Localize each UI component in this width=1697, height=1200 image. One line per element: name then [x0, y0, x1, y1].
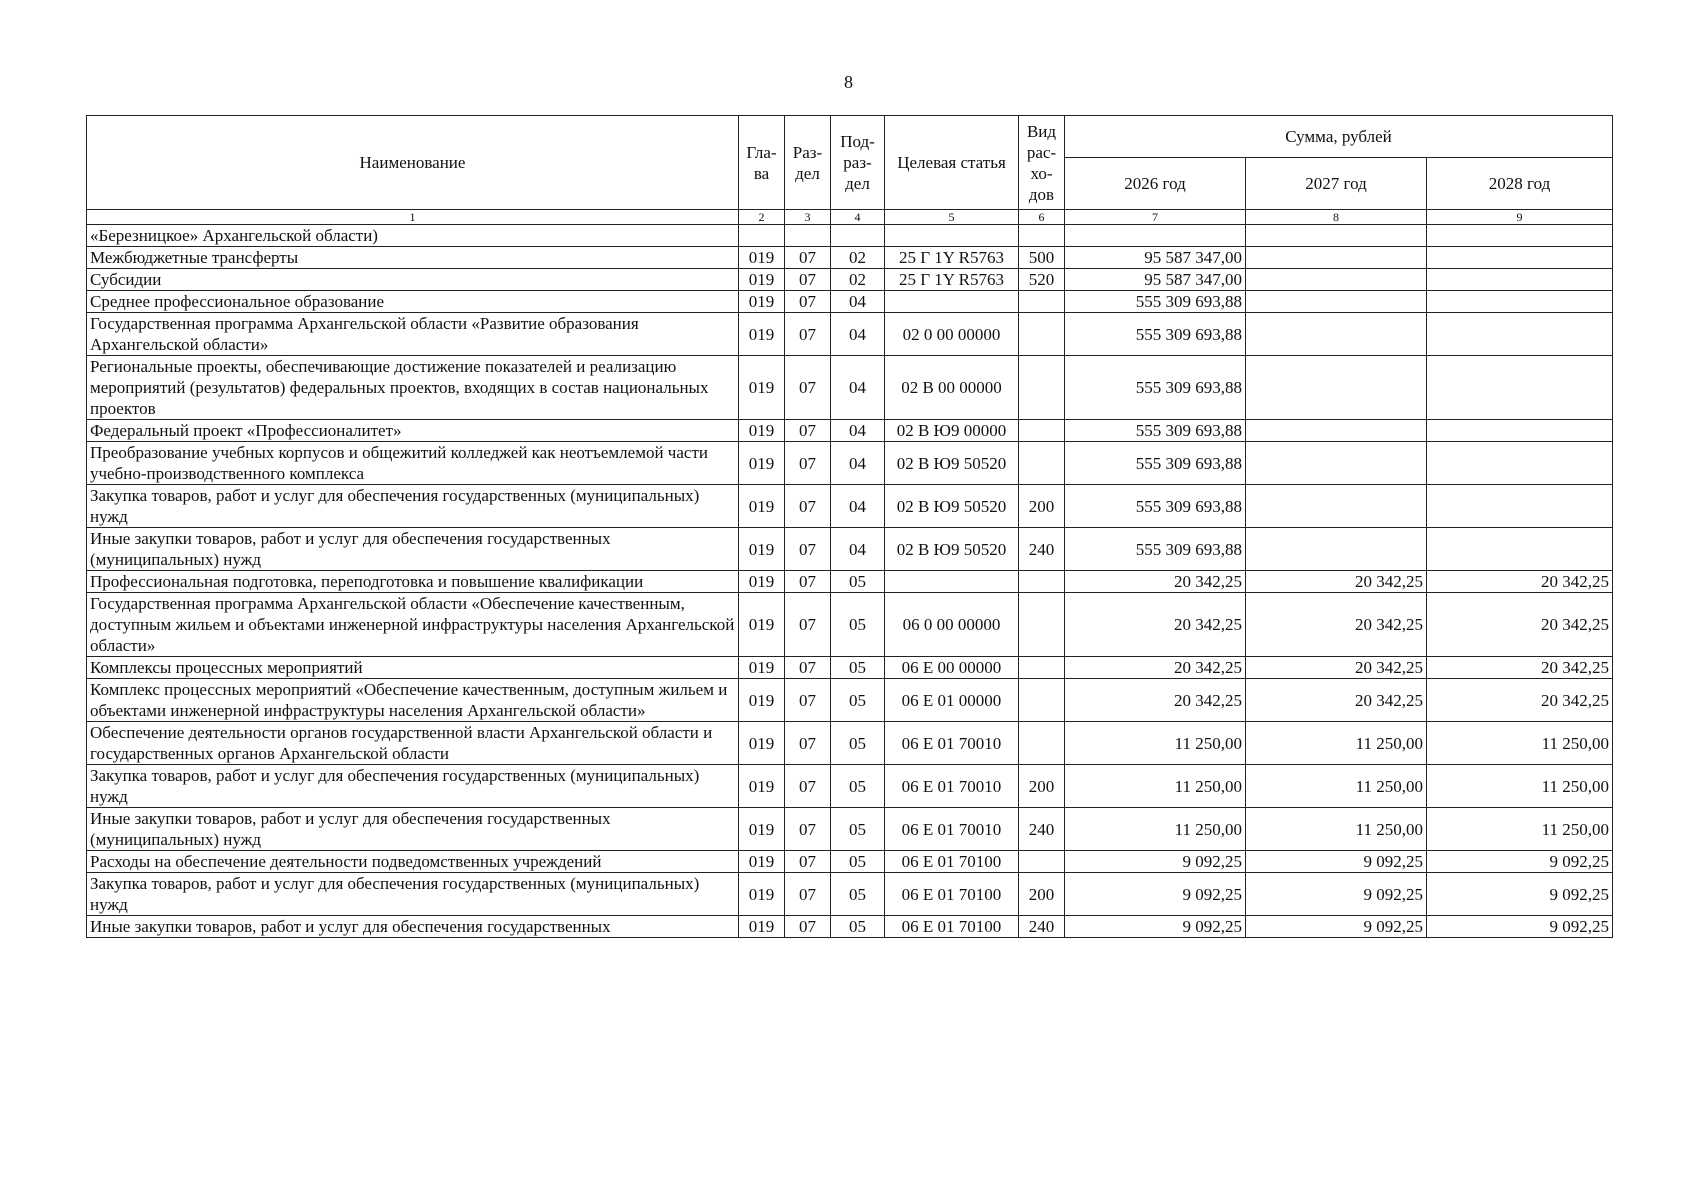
cell-tselevaya-statya: 06 Е 01 70010	[885, 765, 1019, 808]
cell-tselevaya-statya	[885, 571, 1019, 593]
table-row	[87, 485, 1613, 528]
cell-sum-2026: 555 309 693,88	[1065, 442, 1246, 485]
cell-sum-2026: 20 342,25	[1065, 593, 1246, 657]
cell-name: Федеральный проект «Профессионалитет»	[87, 420, 739, 442]
cell-razdel: 07	[785, 269, 831, 291]
cell-glava: 019	[739, 593, 785, 657]
cell-sum-2026: 9 092,25	[1065, 916, 1246, 938]
cell-tselevaya-statya: 06 Е 01 70100	[885, 873, 1019, 916]
cell-razdel: 07	[785, 873, 831, 916]
cell-vid-rashodov: 200	[1019, 873, 1065, 916]
cell-razdel: 07	[785, 593, 831, 657]
cell-razdel: 07	[785, 808, 831, 851]
cell-podrazdel: 04	[831, 442, 885, 485]
cell-sum-2028: 11 250,00	[1427, 765, 1613, 808]
col-number: 5	[885, 210, 1019, 225]
header-year-2027: 2027 год	[1246, 158, 1427, 210]
cell-name: Обеспечение деятельности органов государственной власти Архангельской области и государственных органов Архангельской области	[87, 722, 739, 765]
cell-razdel: 07	[785, 420, 831, 442]
cell-vid-rashodov: 520	[1019, 269, 1065, 291]
cell-razdel	[785, 225, 831, 247]
page-number: 8	[844, 72, 853, 92]
cell-name: Государственная программа Архангельской области «Обеспечение качественным, доступным жильем и объектами инженерной инфраструктуры населения Архангельской области»	[87, 593, 739, 657]
cell-vid-rashodov: 200	[1019, 485, 1065, 528]
cell-sum-2027	[1246, 420, 1427, 442]
col-number: 7	[1065, 210, 1246, 225]
cell-sum-2028: 20 342,25	[1427, 571, 1613, 593]
header-glava: Гла-ва	[739, 116, 785, 210]
header-summa: Сумма, рублей	[1065, 116, 1613, 158]
cell-sum-2026: 555 309 693,88	[1065, 420, 1246, 442]
table-row	[87, 593, 1613, 657]
cell-sum-2028	[1427, 528, 1613, 571]
cell-tselevaya-statya: 25 Г 1Y R5763	[885, 269, 1019, 291]
cell-tselevaya-statya: 06 Е 00 00000	[885, 657, 1019, 679]
cell-tselevaya-statya: 06 Е 01 70010	[885, 722, 1019, 765]
cell-sum-2028: 11 250,00	[1427, 722, 1613, 765]
cell-sum-2027: 9 092,25	[1246, 851, 1427, 873]
cell-sum-2027	[1246, 442, 1427, 485]
cell-name: Расходы на обеспечение деятельности подведомственных учреждений	[87, 851, 739, 873]
cell-sum-2026: 555 309 693,88	[1065, 291, 1246, 313]
table-row	[87, 808, 1613, 851]
cell-glava: 019	[739, 657, 785, 679]
table-row	[87, 269, 1613, 291]
table-row	[87, 442, 1613, 485]
cell-sum-2027	[1246, 247, 1427, 269]
cell-tselevaya-statya	[885, 291, 1019, 313]
cell-razdel: 07	[785, 356, 831, 420]
cell-tselevaya-statya: 06 Е 01 70100	[885, 851, 1019, 873]
cell-glava: 019	[739, 765, 785, 808]
cell-sum-2027: 9 092,25	[1246, 916, 1427, 938]
cell-sum-2027	[1246, 313, 1427, 356]
header-podrazdel: Под-раз-дел	[831, 116, 885, 210]
cell-name: Иные закупки товаров, работ и услуг для обеспечения государственных (муниципальных) нужд	[87, 528, 739, 571]
col-number: 8	[1246, 210, 1427, 225]
cell-podrazdel	[831, 225, 885, 247]
header-vid-rashodov: Вид рас-хо-дов	[1019, 116, 1065, 210]
table-row	[87, 679, 1613, 722]
cell-podrazdel: 02	[831, 269, 885, 291]
cell-tselevaya-statya: 02 В Ю9 00000	[885, 420, 1019, 442]
cell-glava: 019	[739, 442, 785, 485]
cell-razdel: 07	[785, 485, 831, 528]
cell-sum-2026: 20 342,25	[1065, 571, 1246, 593]
table-row	[87, 571, 1613, 593]
cell-tselevaya-statya: 02 В Ю9 50520	[885, 442, 1019, 485]
cell-sum-2027: 20 342,25	[1246, 593, 1427, 657]
cell-name: «Березницкое» Архангельской области)	[87, 225, 739, 247]
cell-podrazdel: 05	[831, 851, 885, 873]
cell-sum-2028	[1427, 313, 1613, 356]
cell-sum-2028: 9 092,25	[1427, 916, 1613, 938]
cell-sum-2026: 95 587 347,00	[1065, 269, 1246, 291]
table-row	[87, 225, 1613, 247]
cell-sum-2028	[1427, 485, 1613, 528]
header-year-2028: 2028 год	[1427, 158, 1613, 210]
cell-name: Комплекс процессных мероприятий «Обеспечение качественным, доступным жильем и объектами инженерной инфраструктуры населения Архангельской области»	[87, 679, 739, 722]
cell-vid-rashodov	[1019, 679, 1065, 722]
cell-razdel: 07	[785, 765, 831, 808]
cell-podrazdel: 04	[831, 291, 885, 313]
col-number: 1	[87, 210, 739, 225]
header-year-2026: 2026 год	[1065, 158, 1246, 210]
cell-podrazdel: 05	[831, 571, 885, 593]
table-row	[87, 247, 1613, 269]
col-number: 9	[1427, 210, 1613, 225]
cell-glava: 019	[739, 916, 785, 938]
cell-sum-2026: 95 587 347,00	[1065, 247, 1246, 269]
cell-name: Закупка товаров, работ и услуг для обеспечения государственных (муниципальных) нужд	[87, 765, 739, 808]
cell-glava: 019	[739, 356, 785, 420]
header-tselevaya-statya: Целевая статья	[885, 116, 1019, 210]
cell-sum-2027: 9 092,25	[1246, 873, 1427, 916]
table-row	[87, 873, 1613, 916]
cell-vid-rashodov	[1019, 571, 1065, 593]
cell-sum-2028: 20 342,25	[1427, 679, 1613, 722]
cell-glava: 019	[739, 269, 785, 291]
cell-tselevaya-statya: 02 В Ю9 50520	[885, 485, 1019, 528]
cell-vid-rashodov: 200	[1019, 765, 1065, 808]
cell-razdel: 07	[785, 722, 831, 765]
cell-name: Преобразование учебных корпусов и общежитий колледжей как неотъемлемой части учебно-производственного комплекса	[87, 442, 739, 485]
cell-sum-2026: 9 092,25	[1065, 873, 1246, 916]
cell-razdel: 07	[785, 571, 831, 593]
cell-glava: 019	[739, 247, 785, 269]
cell-vid-rashodov	[1019, 593, 1065, 657]
cell-glava: 019	[739, 679, 785, 722]
cell-tselevaya-statya: 02 0 00 00000	[885, 313, 1019, 356]
cell-razdel: 07	[785, 679, 831, 722]
cell-podrazdel: 05	[831, 657, 885, 679]
cell-sum-2028	[1427, 356, 1613, 420]
cell-podrazdel: 05	[831, 808, 885, 851]
cell-tselevaya-statya	[885, 225, 1019, 247]
table-row	[87, 420, 1613, 442]
header-razdel: Раз-дел	[785, 116, 831, 210]
cell-podrazdel: 04	[831, 528, 885, 571]
cell-glava	[739, 225, 785, 247]
cell-vid-rashodov: 240	[1019, 916, 1065, 938]
cell-sum-2028	[1427, 442, 1613, 485]
cell-glava: 019	[739, 291, 785, 313]
table-row	[87, 313, 1613, 356]
col-number: 3	[785, 210, 831, 225]
cell-name: Государственная программа Архангельской области «Развитие образования Архангельской области»	[87, 313, 739, 356]
cell-sum-2027	[1246, 269, 1427, 291]
table-row	[87, 765, 1613, 808]
cell-sum-2027: 20 342,25	[1246, 571, 1427, 593]
cell-razdel: 07	[785, 916, 831, 938]
table-row	[87, 291, 1613, 313]
cell-sum-2026	[1065, 225, 1246, 247]
cell-vid-rashodov	[1019, 851, 1065, 873]
cell-sum-2026: 555 309 693,88	[1065, 485, 1246, 528]
cell-razdel: 07	[785, 291, 831, 313]
cell-tselevaya-statya: 02 В 00 00000	[885, 356, 1019, 420]
cell-podrazdel: 04	[831, 420, 885, 442]
cell-sum-2026: 20 342,25	[1065, 657, 1246, 679]
cell-podrazdel: 05	[831, 593, 885, 657]
cell-vid-rashodov	[1019, 356, 1065, 420]
cell-razdel: 07	[785, 851, 831, 873]
cell-sum-2027	[1246, 225, 1427, 247]
cell-podrazdel: 05	[831, 679, 885, 722]
cell-sum-2027: 11 250,00	[1246, 765, 1427, 808]
cell-podrazdel: 05	[831, 916, 885, 938]
cell-tselevaya-statya: 06 Е 01 00000	[885, 679, 1019, 722]
cell-sum-2026: 20 342,25	[1065, 679, 1246, 722]
cell-sum-2026: 9 092,25	[1065, 851, 1246, 873]
cell-sum-2028: 9 092,25	[1427, 851, 1613, 873]
cell-name: Иные закупки товаров, работ и услуг для обеспечения государственных	[87, 916, 739, 938]
cell-sum-2026: 11 250,00	[1065, 808, 1246, 851]
cell-podrazdel: 04	[831, 485, 885, 528]
cell-vid-rashodov: 500	[1019, 247, 1065, 269]
cell-podrazdel: 05	[831, 765, 885, 808]
cell-glava: 019	[739, 420, 785, 442]
cell-sum-2028: 20 342,25	[1427, 593, 1613, 657]
cell-sum-2026: 555 309 693,88	[1065, 356, 1246, 420]
cell-vid-rashodov	[1019, 442, 1065, 485]
cell-razdel: 07	[785, 528, 831, 571]
table-row	[87, 851, 1613, 873]
cell-glava: 019	[739, 722, 785, 765]
cell-glava: 019	[739, 873, 785, 916]
cell-sum-2028	[1427, 247, 1613, 269]
cell-glava: 019	[739, 571, 785, 593]
cell-sum-2028	[1427, 225, 1613, 247]
col-number: 4	[831, 210, 885, 225]
cell-name: Межбюджетные трансферты	[87, 247, 739, 269]
cell-glava: 019	[739, 808, 785, 851]
cell-vid-rashodov: 240	[1019, 808, 1065, 851]
cell-sum-2028: 11 250,00	[1427, 808, 1613, 851]
cell-sum-2027	[1246, 291, 1427, 313]
col-number: 2	[739, 210, 785, 225]
cell-sum-2028	[1427, 269, 1613, 291]
cell-glava: 019	[739, 528, 785, 571]
cell-glava: 019	[739, 851, 785, 873]
cell-podrazdel: 05	[831, 722, 885, 765]
cell-name: Иные закупки товаров, работ и услуг для обеспечения государственных (муниципальных) нужд	[87, 808, 739, 851]
table-row	[87, 356, 1613, 420]
cell-vid-rashodov	[1019, 722, 1065, 765]
cell-sum-2027: 11 250,00	[1246, 722, 1427, 765]
cell-sum-2026: 11 250,00	[1065, 765, 1246, 808]
cell-tselevaya-statya: 06 Е 01 70100	[885, 916, 1019, 938]
cell-sum-2027	[1246, 356, 1427, 420]
cell-vid-rashodov	[1019, 657, 1065, 679]
cell-sum-2026: 555 309 693,88	[1065, 528, 1246, 571]
cell-name: Субсидии	[87, 269, 739, 291]
cell-razdel: 07	[785, 442, 831, 485]
cell-tselevaya-statya: 02 В Ю9 50520	[885, 528, 1019, 571]
cell-vid-rashodov	[1019, 291, 1065, 313]
cell-vid-rashodov: 240	[1019, 528, 1065, 571]
table-row	[87, 528, 1613, 571]
cell-sum-2027: 20 342,25	[1246, 679, 1427, 722]
table-body	[87, 225, 1613, 938]
cell-name: Комплексы процессных мероприятий	[87, 657, 739, 679]
cell-sum-2027	[1246, 528, 1427, 571]
cell-razdel: 07	[785, 313, 831, 356]
cell-name: Профессиональная подготовка, переподготовка и повышение квалификации	[87, 571, 739, 593]
table-row	[87, 657, 1613, 679]
column-number-row	[87, 210, 1613, 225]
table-row	[87, 722, 1613, 765]
cell-podrazdel: 05	[831, 873, 885, 916]
cell-sum-2028: 9 092,25	[1427, 873, 1613, 916]
cell-name: Закупка товаров, работ и услуг для обеспечения государственных (муниципальных) нужд	[87, 485, 739, 528]
cell-name: Региональные проекты, обеспечивающие достижение показателей и реализацию мероприятий (результатов) федеральных проектов, входящих в состав национальных проектов	[87, 356, 739, 420]
cell-sum-2027: 11 250,00	[1246, 808, 1427, 851]
cell-podrazdel: 04	[831, 313, 885, 356]
cell-razdel: 07	[785, 247, 831, 269]
cell-glava: 019	[739, 485, 785, 528]
cell-sum-2028	[1427, 420, 1613, 442]
budget-table	[86, 115, 1613, 938]
table-row	[87, 916, 1613, 938]
cell-sum-2028: 20 342,25	[1427, 657, 1613, 679]
col-number: 6	[1019, 210, 1065, 225]
cell-podrazdel: 04	[831, 356, 885, 420]
cell-sum-2028	[1427, 291, 1613, 313]
cell-glava: 019	[739, 313, 785, 356]
cell-name: Закупка товаров, работ и услуг для обеспечения государственных (муниципальных) нужд	[87, 873, 739, 916]
cell-sum-2027	[1246, 485, 1427, 528]
header-name: Наименование	[87, 116, 739, 210]
cell-tselevaya-statya: 06 Е 01 70010	[885, 808, 1019, 851]
cell-razdel: 07	[785, 657, 831, 679]
cell-vid-rashodov	[1019, 420, 1065, 442]
cell-vid-rashodov	[1019, 313, 1065, 356]
cell-sum-2027: 20 342,25	[1246, 657, 1427, 679]
cell-name: Среднее профессиональное образование	[87, 291, 739, 313]
cell-sum-2026: 555 309 693,88	[1065, 313, 1246, 356]
cell-podrazdel: 02	[831, 247, 885, 269]
cell-sum-2026: 11 250,00	[1065, 722, 1246, 765]
cell-tselevaya-statya: 06 0 00 00000	[885, 593, 1019, 657]
cell-vid-rashodov	[1019, 225, 1065, 247]
cell-tselevaya-statya: 25 Г 1Y R5763	[885, 247, 1019, 269]
